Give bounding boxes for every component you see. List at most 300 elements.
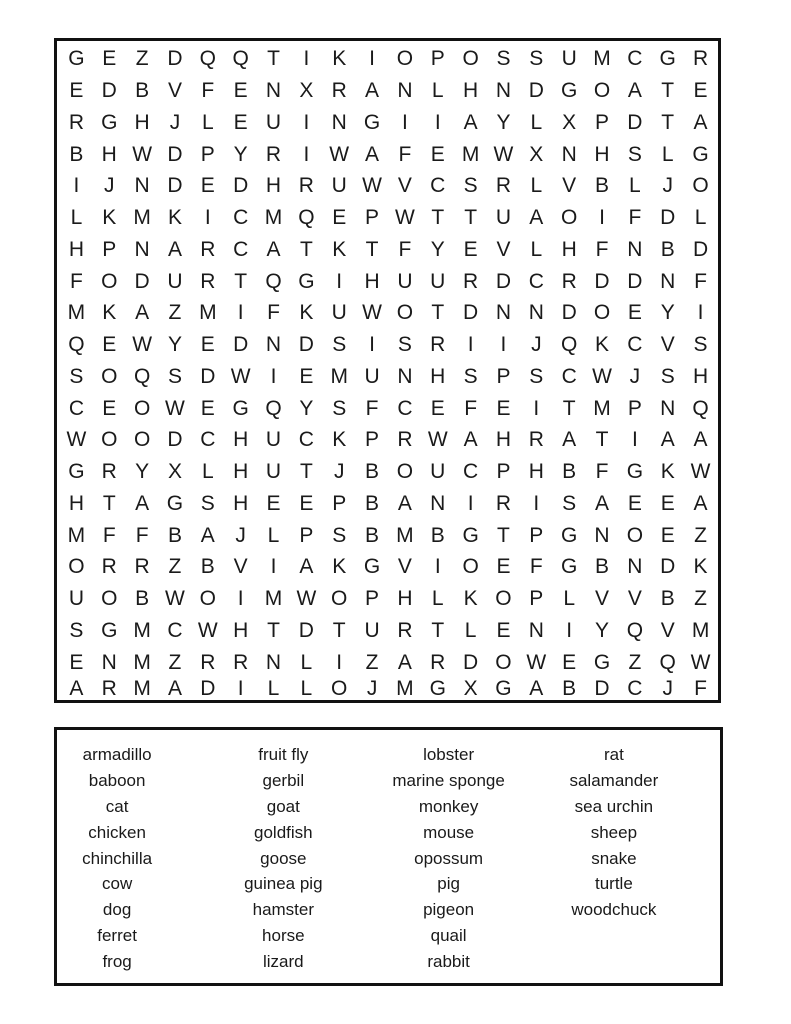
grid-cell[interactable]: G [68, 47, 85, 71]
grid-cell[interactable]: D [298, 618, 314, 642]
grid-cell[interactable]: Q [68, 333, 85, 357]
grid-cell[interactable]: W [427, 428, 448, 452]
grid-cell[interactable]: M [199, 301, 217, 325]
grid-cell[interactable]: K [332, 555, 347, 579]
grid-cell[interactable]: F [464, 396, 478, 420]
grid-cell[interactable]: W [362, 174, 382, 198]
grid-cell[interactable]: B [430, 523, 445, 547]
grid-cell[interactable]: G [298, 269, 315, 293]
grid-cell[interactable]: I [566, 618, 573, 642]
grid-cell[interactable]: M [264, 206, 283, 230]
grid-cell[interactable]: K [332, 428, 347, 452]
grid-cell[interactable]: R [430, 650, 446, 674]
grid-cell[interactable]: L [694, 206, 707, 230]
grid-cell[interactable]: A [693, 491, 708, 515]
grid-cell[interactable]: H [397, 587, 413, 611]
grid-cell[interactable]: V [233, 555, 248, 579]
grid-cell[interactable]: D [463, 650, 479, 674]
grid-cell[interactable]: T [267, 47, 280, 71]
grid-cell[interactable]: O [133, 428, 151, 452]
grid-cell[interactable]: A [299, 555, 314, 579]
grid-cell[interactable]: G [68, 460, 85, 484]
grid-cell[interactable]: B [69, 142, 84, 166]
grid-cell[interactable]: I [270, 364, 277, 388]
grid-cell[interactable]: Q [626, 618, 644, 642]
grid-cell[interactable]: K [332, 237, 347, 261]
grid-cell[interactable]: Y [135, 460, 150, 484]
grid-cell[interactable]: S [200, 491, 215, 515]
grid-cell[interactable]: K [102, 206, 117, 230]
grid-cell[interactable]: K [693, 555, 708, 579]
grid-cell[interactable]: L [661, 142, 674, 166]
grid-cell[interactable]: U [430, 460, 446, 484]
grid-cell[interactable]: A [595, 491, 610, 515]
grid-cell[interactable]: I [303, 142, 310, 166]
grid-cell[interactable]: N [134, 174, 150, 198]
grid-cell[interactable]: U [331, 174, 347, 198]
grid-cell[interactable]: I [270, 555, 277, 579]
grid-cell[interactable]: I [336, 269, 343, 293]
grid-cell[interactable]: I [369, 47, 375, 71]
grid-cell[interactable]: O [593, 301, 611, 325]
grid-cell[interactable]: W [296, 587, 317, 611]
grid-cell[interactable]: L [300, 650, 313, 674]
grid-cell[interactable]: Q [560, 333, 578, 357]
grid-cell[interactable]: Q [232, 47, 249, 71]
grid-cell[interactable]: A [167, 677, 182, 700]
grid-cell[interactable]: I [303, 110, 310, 134]
grid-cell[interactable]: W [230, 364, 251, 388]
grid-cell[interactable]: F [694, 677, 707, 700]
grid-cell[interactable]: D [134, 269, 150, 293]
grid-cell[interactable]: D [660, 555, 676, 579]
grid-cell[interactable]: A [463, 110, 478, 134]
grid-cell[interactable]: E [660, 491, 675, 515]
grid-cell[interactable]: J [531, 333, 542, 357]
grid-cell[interactable]: M [133, 206, 151, 230]
grid-cell[interactable]: M [593, 47, 611, 71]
grid-cell[interactable]: O [101, 364, 118, 388]
grid-cell[interactable]: D [463, 301, 479, 325]
grid-cell[interactable]: I [434, 555, 441, 579]
grid-cell[interactable]: J [662, 677, 673, 700]
grid-cell[interactable]: D [167, 174, 183, 198]
grid-cell[interactable]: L [267, 677, 280, 700]
grid-cell[interactable]: Z [365, 650, 379, 674]
grid-cell[interactable]: E [693, 79, 708, 103]
grid-cell[interactable]: P [200, 142, 215, 166]
grid-cell[interactable]: O [396, 460, 414, 484]
grid-cell[interactable]: P [430, 47, 445, 71]
grid-cell[interactable]: E [562, 650, 577, 674]
grid-cell[interactable]: U [265, 110, 282, 134]
grid-cell[interactable]: W [132, 333, 153, 357]
grid-cell[interactable]: M [396, 523, 414, 547]
grid-cell[interactable]: P [332, 491, 347, 515]
grid-cell[interactable]: E [102, 47, 117, 71]
grid-cell[interactable]: G [495, 677, 512, 700]
grid-cell[interactable]: J [629, 364, 641, 388]
grid-cell[interactable]: X [562, 110, 577, 134]
grid-cell[interactable]: F [595, 460, 609, 484]
grid-cell[interactable]: O [331, 587, 348, 611]
grid-cell[interactable]: B [562, 677, 577, 700]
grid-cell[interactable]: I [467, 333, 474, 357]
grid-cell[interactable]: N [561, 142, 577, 166]
grid-cell[interactable]: R [495, 491, 512, 515]
grid-cell[interactable]: I [73, 174, 80, 198]
grid-cell[interactable]: O [692, 174, 709, 198]
grid-cell[interactable]: S [332, 333, 347, 357]
grid-cell[interactable]: D [233, 333, 249, 357]
grid-cell[interactable]: S [660, 364, 675, 388]
grid-cell[interactable]: J [169, 110, 181, 134]
grid-cell[interactable]: T [299, 460, 313, 484]
grid-cell[interactable]: I [237, 587, 244, 611]
grid-cell[interactable]: N [331, 110, 347, 134]
grid-cell[interactable]: S [397, 333, 412, 357]
grid-cell[interactable]: W [493, 142, 514, 166]
grid-cell[interactable]: D [298, 333, 314, 357]
grid-cell[interactable]: D [594, 269, 610, 293]
grid-cell[interactable]: X [463, 677, 478, 700]
grid-cell[interactable]: R [528, 428, 544, 452]
grid-cell[interactable]: G [363, 555, 381, 579]
grid-cell[interactable]: A [660, 428, 675, 452]
grid-cell[interactable]: S [167, 364, 182, 388]
grid-cell[interactable]: A [167, 237, 182, 261]
grid-cell[interactable]: A [200, 523, 215, 547]
grid-cell[interactable]: B [660, 587, 675, 611]
grid-cell[interactable]: K [595, 333, 610, 357]
grid-cell[interactable]: D [692, 237, 709, 261]
grid-cell[interactable]: Y [233, 142, 248, 166]
grid-cell[interactable]: O [199, 587, 216, 611]
grid-cell[interactable]: W [362, 301, 382, 325]
grid-cell[interactable]: R [101, 460, 117, 484]
grid-cell[interactable]: H [233, 428, 249, 452]
grid-cell[interactable]: N [495, 79, 512, 103]
grid-cell[interactable]: A [693, 428, 708, 452]
grid-cell[interactable]: N [594, 523, 610, 547]
grid-cell[interactable]: T [562, 396, 576, 420]
grid-cell[interactable]: H [463, 79, 479, 103]
grid-cell[interactable]: G [626, 460, 644, 484]
grid-cell[interactable]: R [200, 269, 216, 293]
grid-cell[interactable]: H [594, 142, 610, 166]
grid-cell[interactable]: R [233, 650, 249, 674]
grid-cell[interactable]: V [627, 587, 642, 611]
grid-cell[interactable]: G [659, 47, 676, 71]
grid-cell[interactable]: R [331, 79, 347, 103]
grid-cell[interactable]: I [336, 650, 343, 674]
grid-cell[interactable]: J [662, 174, 673, 198]
grid-cell[interactable]: O [626, 523, 644, 547]
grid-cell[interactable]: V [167, 79, 182, 103]
grid-cell[interactable]: E [266, 491, 281, 515]
grid-cell[interactable]: V [496, 237, 511, 261]
grid-cell[interactable]: C [430, 174, 446, 198]
grid-cell[interactable]: N [397, 79, 413, 103]
grid-cell[interactable]: R [561, 269, 577, 293]
grid-cell[interactable]: R [101, 677, 117, 700]
grid-cell[interactable]: D [200, 677, 216, 700]
grid-cell[interactable]: K [660, 460, 675, 484]
grid-cell[interactable]: T [431, 618, 445, 642]
grid-cell[interactable]: H [68, 491, 84, 515]
grid-cell[interactable]: M [593, 396, 611, 420]
grid-cell[interactable]: L [267, 523, 280, 547]
grid-cell[interactable]: I [237, 301, 244, 325]
grid-cell[interactable]: V [660, 333, 675, 357]
grid-cell[interactable]: C [627, 47, 643, 71]
grid-cell[interactable]: E [463, 237, 478, 261]
grid-cell[interactable]: H [233, 491, 249, 515]
grid-cell[interactable]: M [133, 618, 151, 642]
grid-cell[interactable]: R [430, 333, 446, 357]
grid-cell[interactable]: N [265, 79, 282, 103]
grid-cell[interactable]: W [132, 142, 153, 166]
grid-cell[interactable]: V [397, 555, 412, 579]
grid-cell[interactable]: O [462, 555, 479, 579]
grid-cell[interactable]: F [628, 206, 642, 230]
grid-cell[interactable]: T [267, 618, 280, 642]
grid-cell[interactable]: Z [628, 650, 642, 674]
grid-cell[interactable]: G [101, 618, 118, 642]
grid-cell[interactable]: R [495, 174, 512, 198]
grid-cell[interactable]: H [495, 428, 512, 452]
grid-cell[interactable]: I [631, 428, 638, 452]
grid-cell[interactable]: C [233, 206, 249, 230]
grid-cell[interactable]: K [463, 587, 478, 611]
grid-cell[interactable]: B [167, 523, 182, 547]
grid-cell[interactable]: M [264, 587, 283, 611]
grid-cell[interactable]: L [629, 174, 641, 198]
grid-cell[interactable]: S [463, 174, 478, 198]
grid-cell[interactable]: T [431, 301, 445, 325]
grid-cell[interactable]: N [134, 237, 150, 261]
grid-cell[interactable]: U [397, 269, 413, 293]
grid-cell[interactable]: H [265, 174, 282, 198]
grid-cell[interactable]: T [497, 523, 510, 547]
grid-cell[interactable]: O [101, 587, 118, 611]
grid-cell[interactable]: P [365, 587, 380, 611]
grid-cell[interactable]: Q [692, 396, 709, 420]
grid-cell[interactable]: G [462, 523, 479, 547]
grid-cell[interactable]: B [660, 237, 675, 261]
grid-cell[interactable]: B [365, 460, 380, 484]
grid-cell[interactable]: K [102, 301, 117, 325]
grid-cell[interactable]: B [595, 174, 610, 198]
grid-cell[interactable]: G [166, 491, 184, 515]
grid-cell[interactable]: O [101, 269, 118, 293]
grid-cell[interactable]: P [496, 364, 511, 388]
grid-cell[interactable]: E [102, 396, 117, 420]
grid-cell[interactable]: E [299, 364, 314, 388]
grid-cell[interactable]: A [397, 491, 412, 515]
grid-cell[interactable]: N [430, 491, 446, 515]
grid-cell[interactable]: C [561, 364, 577, 388]
grid-cell[interactable]: O [462, 47, 479, 71]
grid-cell[interactable]: E [200, 174, 215, 198]
grid-cell[interactable]: D [167, 47, 183, 71]
grid-cell[interactable]: R [200, 237, 216, 261]
grid-cell[interactable]: G [101, 110, 118, 134]
grid-cell[interactable]: M [67, 523, 86, 547]
grid-cell[interactable]: H [134, 110, 150, 134]
grid-cell[interactable]: K [299, 301, 314, 325]
grid-cell[interactable]: E [496, 618, 511, 642]
grid-cell[interactable]: T [431, 206, 445, 230]
grid-cell[interactable]: E [430, 396, 445, 420]
grid-cell[interactable]: D [167, 428, 183, 452]
grid-cell[interactable]: U [265, 460, 282, 484]
grid-cell[interactable]: O [396, 47, 414, 71]
grid-cell[interactable]: U [68, 587, 84, 611]
grid-cell[interactable]: E [496, 555, 511, 579]
grid-cell[interactable]: E [496, 396, 511, 420]
grid-cell[interactable]: A [266, 237, 281, 261]
grid-cell[interactable]: T [661, 79, 675, 103]
grid-cell[interactable]: V [595, 587, 610, 611]
grid-cell[interactable]: R [68, 110, 84, 134]
grid-cell[interactable]: E [627, 301, 642, 325]
grid-cell[interactable]: S [529, 364, 544, 388]
grid-cell[interactable]: Q [298, 206, 315, 230]
grid-cell[interactable]: M [330, 364, 348, 388]
grid-cell[interactable]: O [101, 428, 118, 452]
grid-cell[interactable]: E [430, 142, 445, 166]
grid-cell[interactable]: V [562, 174, 577, 198]
grid-cell[interactable]: S [627, 142, 642, 166]
grid-cell[interactable]: W [165, 396, 185, 420]
grid-cell[interactable]: L [201, 110, 214, 134]
grid-cell[interactable]: P [529, 523, 544, 547]
grid-cell[interactable]: N [627, 237, 643, 261]
grid-cell[interactable]: G [560, 523, 578, 547]
grid-cell[interactable]: L [530, 174, 543, 198]
grid-cell[interactable]: S [562, 491, 577, 515]
grid-cell[interactable]: E [69, 650, 84, 674]
grid-cell[interactable]: A [693, 110, 708, 134]
grid-cell[interactable]: A [397, 650, 412, 674]
grid-cell[interactable]: W [592, 364, 612, 388]
grid-cell[interactable]: C [298, 428, 314, 452]
grid-cell[interactable]: H [101, 142, 117, 166]
grid-cell[interactable]: E [332, 206, 347, 230]
grid-cell[interactable]: D [627, 269, 643, 293]
grid-cell[interactable]: B [595, 555, 610, 579]
grid-cell[interactable]: U [331, 301, 347, 325]
grid-cell[interactable]: D [200, 364, 216, 388]
grid-cell[interactable]: L [431, 587, 444, 611]
grid-cell[interactable]: I [401, 110, 408, 134]
grid-cell[interactable]: G [593, 650, 611, 674]
grid-cell[interactable]: L [563, 587, 575, 611]
grid-cell[interactable]: S [529, 47, 544, 71]
grid-cell[interactable]: Q [133, 364, 151, 388]
grid-cell[interactable]: W [66, 428, 87, 452]
grid-cell[interactable]: E [69, 79, 84, 103]
grid-cell[interactable]: L [464, 618, 477, 642]
grid-cell[interactable]: N [397, 364, 413, 388]
grid-cell[interactable]: O [331, 677, 348, 700]
grid-cell[interactable]: I [533, 491, 540, 515]
grid-cell[interactable]: A [463, 428, 478, 452]
grid-cell[interactable]: U [364, 618, 380, 642]
grid-cell[interactable]: F [201, 79, 215, 103]
grid-cell[interactable]: S [69, 618, 84, 642]
grid-cell[interactable]: I [204, 206, 211, 230]
grid-cell[interactable]: W [165, 587, 185, 611]
grid-cell[interactable]: A [627, 79, 642, 103]
grid-cell[interactable]: G [692, 142, 709, 166]
grid-cell[interactable]: T [234, 269, 248, 293]
grid-cell[interactable]: C [463, 460, 479, 484]
grid-cell[interactable]: Q [659, 650, 676, 674]
grid-cell[interactable]: G [429, 677, 446, 700]
grid-cell[interactable]: I [533, 396, 540, 420]
grid-cell[interactable]: P [102, 237, 117, 261]
grid-cell[interactable]: V [397, 174, 412, 198]
grid-cell[interactable]: I [500, 333, 507, 357]
grid-cell[interactable]: F [694, 269, 707, 293]
grid-cell[interactable]: D [101, 79, 117, 103]
grid-cell[interactable]: Y [167, 333, 182, 357]
grid-cell[interactable]: L [70, 206, 83, 230]
grid-cell[interactable]: E [233, 110, 248, 134]
grid-cell[interactable]: L [201, 460, 214, 484]
grid-cell[interactable]: S [463, 364, 478, 388]
grid-cell[interactable]: M [133, 677, 151, 700]
grid-cell[interactable]: M [461, 142, 480, 166]
grid-cell[interactable]: M [67, 301, 86, 325]
grid-cell[interactable]: P [496, 460, 511, 484]
grid-cell[interactable]: R [397, 618, 413, 642]
grid-cell[interactable]: I [599, 206, 605, 230]
grid-cell[interactable]: I [467, 491, 474, 515]
grid-cell[interactable]: K [332, 47, 347, 71]
grid-cell[interactable]: C [397, 396, 413, 420]
grid-cell[interactable]: N [265, 333, 282, 357]
grid-cell[interactable]: W [690, 650, 711, 674]
grid-cell[interactable]: K [167, 206, 182, 230]
grid-cell[interactable]: A [69, 677, 84, 700]
grid-cell[interactable]: M [691, 618, 710, 642]
grid-cell[interactable]: Q [265, 269, 282, 293]
grid-cell[interactable]: G [363, 110, 381, 134]
grid-cell[interactable]: T [299, 237, 313, 261]
grid-cell[interactable]: T [464, 206, 478, 230]
grid-cell[interactable]: A [135, 491, 150, 515]
grid-cell[interactable]: S [693, 333, 708, 357]
grid-cell[interactable]: F [595, 237, 609, 261]
grid-cell[interactable]: H [233, 618, 249, 642]
grid-cell[interactable]: Y [299, 396, 314, 420]
grid-cell[interactable]: B [365, 491, 380, 515]
grid-cell[interactable]: W [395, 206, 415, 230]
grid-cell[interactable]: E [200, 396, 215, 420]
grid-cell[interactable]: E [233, 79, 248, 103]
grid-cell[interactable]: D [660, 206, 676, 230]
grid-cell[interactable]: O [593, 79, 611, 103]
grid-cell[interactable]: M [133, 650, 151, 674]
grid-cell[interactable]: P [365, 206, 380, 230]
grid-cell[interactable]: O [560, 206, 578, 230]
grid-cell[interactable]: I [697, 301, 704, 325]
grid-cell[interactable]: J [104, 174, 115, 198]
grid-cell[interactable]: P [595, 110, 610, 134]
